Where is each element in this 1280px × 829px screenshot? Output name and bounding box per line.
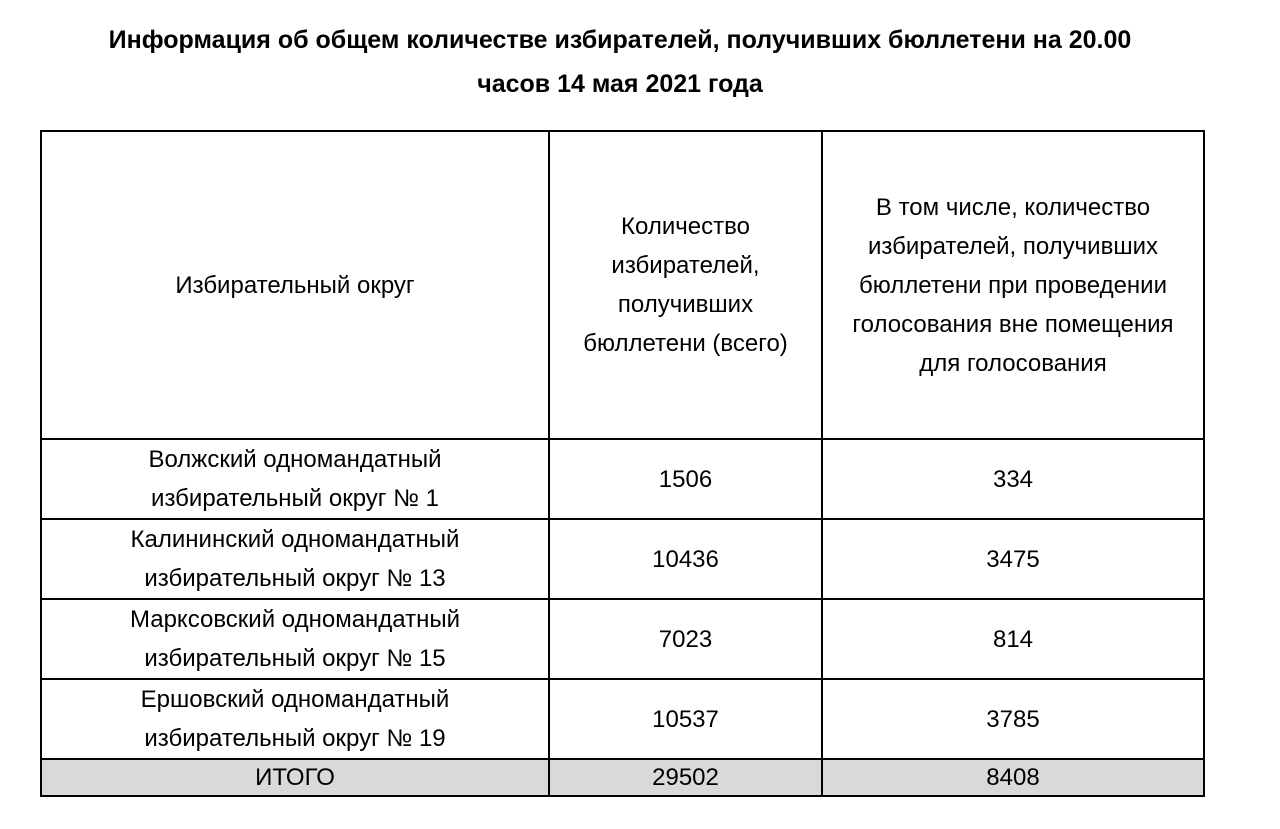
district-cell: Волжский одномандатный избирательный округ № 1 (41, 439, 549, 519)
outside-cell: 814 (822, 599, 1204, 679)
table-header-row (41, 131, 1204, 439)
grand-outside-cell: 8408 (822, 759, 1204, 796)
header-outside: В том числе, количество избирателей, получивших бюллетени при проведении голосования вне помещения для голосования (822, 131, 1204, 439)
total-cell: 10537 (549, 679, 822, 759)
total-cell: 1506 (549, 439, 822, 519)
outside-cell: 3785 (822, 679, 1204, 759)
header-total: Количество избирателей, получивших бюллетени (всего) (549, 131, 822, 439)
outside-cell: 3475 (822, 519, 1204, 599)
voters-table (40, 130, 1205, 797)
title-line-2: часов 14 мая 2021 года (477, 70, 763, 98)
total-label-cell: ИТОГО (41, 759, 549, 796)
table-total-row (41, 759, 1204, 796)
grand-total-cell: 29502 (549, 759, 822, 796)
table-row (41, 519, 1204, 599)
outside-cell: 334 (822, 439, 1204, 519)
total-cell: 7023 (549, 599, 822, 679)
table-row (41, 679, 1204, 759)
table-row (41, 439, 1204, 519)
district-cell: Ершовский одномандатный избирательный округ № 19 (41, 679, 549, 759)
title-line-1: Информация об общем количестве избирателей, получивших бюллетени на 20.00 (108, 26, 1132, 54)
district-cell: Марксовский одномандатный избирательный округ № 15 (41, 599, 549, 679)
total-cell: 10436 (549, 519, 822, 599)
document-title (0, 18, 1240, 106)
table-row (41, 599, 1204, 679)
header-district: Избирательный округ (41, 131, 549, 439)
district-cell: Калининский одномандатный избирательный округ № 13 (41, 519, 549, 599)
